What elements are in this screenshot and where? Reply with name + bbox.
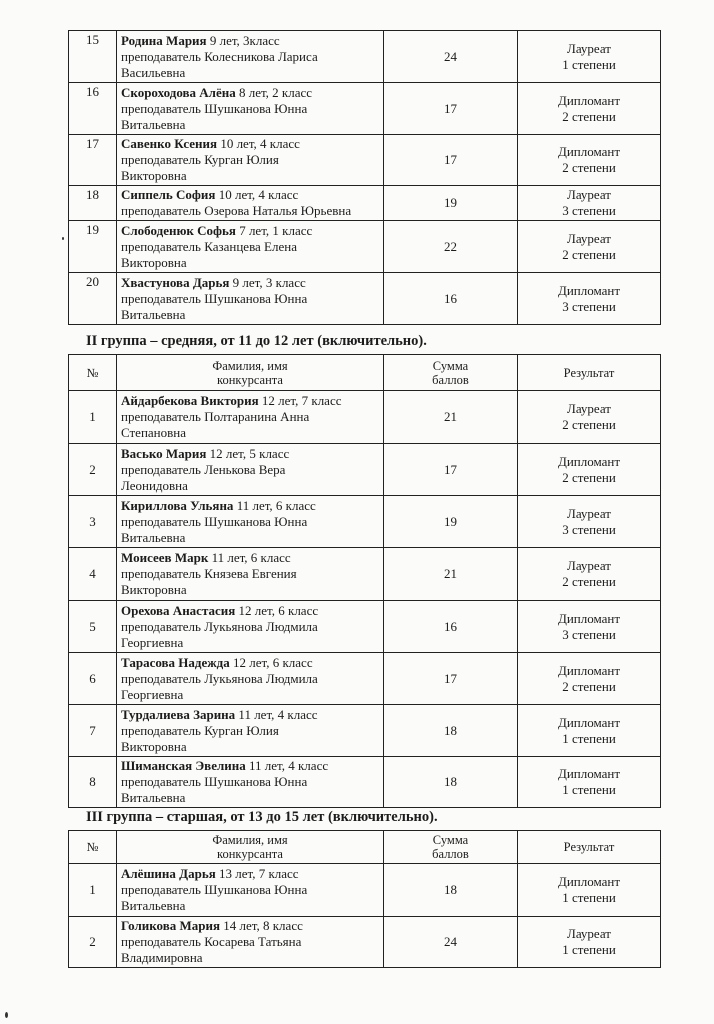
cell-num: 1 [69, 864, 117, 917]
participant-details: 12 лет, 7 класс [261, 393, 342, 408]
cell-score: 17 [384, 444, 518, 496]
cell-score: 16 [384, 601, 518, 653]
header-score-line1: Сумма [432, 358, 469, 373]
cell-num: 1 [69, 391, 117, 444]
participant-name: Хвастунова Дарья [121, 274, 230, 290]
teacher-line2: Витальевна [121, 529, 186, 545]
cell-num: 19 [69, 221, 117, 273]
participant-details: 12 лет, 6 класс [238, 602, 319, 618]
table-row [69, 653, 661, 705]
cell-result [518, 864, 661, 917]
teacher-line1: преподаватель Колесникова Лариса [121, 48, 318, 64]
group2-heading: II группа – средняя, от 11 до 12 лет (включительно). [86, 333, 427, 349]
cell-result [518, 31, 661, 83]
participant-details: 12 лет, 6 класс [233, 654, 313, 670]
participant-name: Орехова Анастасия [121, 602, 236, 618]
results-table-group2 [68, 354, 661, 808]
result-line2: 2 степени [562, 108, 616, 124]
cell-result [518, 83, 661, 135]
header-result: Результат [518, 355, 661, 391]
result-line2: 2 степени [562, 246, 616, 262]
participant-details: 12 лет, 5 класс [209, 445, 290, 461]
header-score [384, 831, 518, 864]
cell-num: 17 [69, 135, 117, 186]
participant-name: Шиманская Эвелина [121, 758, 246, 773]
results-table-group3 [68, 830, 661, 968]
result-line2: 1 степени [562, 56, 616, 72]
teacher-line1: преподаватель Лукьянова Людмила [121, 618, 318, 634]
result-line1: Лауреат [567, 401, 611, 416]
teacher-line2: Витальевна [121, 306, 186, 322]
teacher-line1: преподаватель Казанцева Елена [121, 238, 297, 254]
result-line1: Лауреат [567, 926, 611, 941]
result-line2: 3 степени [562, 298, 616, 314]
teacher-line1: преподаватель Полтаранина Анна [121, 409, 310, 424]
teacher-line1: преподаватель Ленькова Вера [121, 461, 286, 477]
teacher-line1: преподаватель Шушканова Юнна [121, 513, 308, 529]
table-body [69, 31, 661, 325]
teacher-line1: преподаватель Шушканова Юнна [121, 290, 308, 306]
participant-details: 10 лет, 4 класс [220, 136, 300, 151]
cell-result [518, 391, 661, 444]
cell-participant [117, 917, 384, 968]
table-body [69, 391, 661, 808]
cell-result [518, 757, 661, 808]
cell-num: 5 [69, 601, 117, 653]
teacher-line2: Витальевна [121, 116, 186, 132]
cell-num: 2 [69, 917, 117, 968]
result-line1: Лауреат [567, 230, 611, 246]
participant-details: 14 лет, 8 класс [223, 918, 303, 933]
teacher-line1: преподаватель Косарева Татьяна [121, 934, 302, 949]
teacher-line1: преподаватель Озерова Наталья Юрьевна [121, 203, 352, 218]
cell-score: 21 [384, 391, 518, 444]
cell-score: 19 [384, 496, 518, 548]
result-line1: Лауреат [567, 40, 611, 56]
group3-heading: III группа – старшая, от 13 до 15 лет (включительно). [86, 809, 438, 825]
header-name [117, 831, 384, 864]
cell-score: 18 [384, 864, 518, 917]
participant-name: Васько Мария [121, 445, 207, 461]
result-line2: 3 степени [562, 521, 616, 537]
header-num: № [69, 355, 117, 391]
result-line1: Дипломант [557, 662, 621, 678]
header-score [384, 355, 518, 391]
header-name-line2: конкурсанта [217, 372, 283, 387]
cell-participant [117, 83, 384, 135]
participant-details: 10 лет, 4 класс [218, 187, 299, 202]
teacher-line2: Викторовна [121, 168, 187, 183]
cell-num: 16 [69, 83, 117, 135]
result-line2: 2 степени [562, 160, 616, 175]
result-line1: Дипломант [557, 874, 621, 889]
header-num: № [69, 831, 117, 864]
participant-details: 11 лет, 4 класс [249, 758, 329, 773]
cell-score: 18 [384, 757, 518, 808]
teacher-line1: преподаватель Лукьянова Людмила [121, 670, 318, 686]
cell-participant [117, 548, 384, 601]
table-row [69, 135, 661, 186]
cell-num: 20 [69, 273, 117, 325]
teacher-line2: Викторовна [121, 254, 187, 270]
participant-name: Скороходова Алёна [121, 84, 236, 100]
header-name [117, 355, 384, 391]
cell-num: 8 [69, 757, 117, 808]
cell-participant [117, 391, 384, 444]
result-line1: Лауреат [567, 187, 611, 202]
cell-num: 6 [69, 653, 117, 705]
table-row [69, 83, 661, 135]
results-table-group1 [68, 30, 661, 325]
result-line2: 1 степени [562, 730, 616, 746]
table-row [69, 221, 661, 273]
scan-speck [62, 237, 64, 240]
table-row [69, 864, 661, 917]
cell-result [518, 135, 661, 186]
table-row [69, 757, 661, 808]
table-row [69, 444, 661, 496]
teacher-line2: Витальевна [121, 898, 186, 913]
cell-result [518, 273, 661, 325]
teacher-line2: Владимировна [121, 950, 203, 965]
participant-details: 8 лет, 2 класс [238, 84, 313, 100]
table-header-row [69, 355, 661, 391]
cell-result [518, 601, 661, 653]
table-row [69, 186, 661, 221]
cell-participant [117, 705, 384, 757]
result-line2: 1 степени [562, 890, 616, 905]
cell-result [518, 705, 661, 757]
scan-speck [5, 1012, 8, 1018]
cell-participant [117, 653, 384, 705]
cell-participant [117, 186, 384, 221]
participant-name: Слободенюк Софья [121, 222, 236, 238]
cell-result [518, 444, 661, 496]
teacher-line1: преподаватель Шушканова Юнна [121, 882, 308, 897]
cell-score: 18 [384, 705, 518, 757]
teacher-line2: Викторовна [121, 738, 187, 754]
header-score-line2: баллов [432, 372, 469, 387]
table-row [69, 917, 661, 968]
participant-name: Алёшина Дарья [121, 866, 216, 881]
cell-result [518, 548, 661, 601]
teacher-line1: преподаватель Шушканова Юнна [121, 100, 308, 116]
participant-details: 13 лет, 7 класс [219, 866, 299, 881]
cell-score: 17 [384, 83, 518, 135]
table-row [69, 548, 661, 601]
cell-result [518, 917, 661, 968]
table-body [69, 864, 661, 968]
cell-num: 3 [69, 496, 117, 548]
result-line1: Дипломант [557, 766, 621, 781]
cell-num: 7 [69, 705, 117, 757]
teacher-line2: Степановна [121, 425, 186, 440]
cell-num: 18 [69, 186, 117, 221]
cell-participant [117, 757, 384, 808]
result-line1: Лауреат [567, 558, 611, 573]
teacher-line1: преподаватель Курган Юлия [121, 152, 279, 167]
table-header-row [69, 831, 661, 864]
cell-result [518, 653, 661, 705]
cell-result [518, 186, 661, 221]
table-row [69, 496, 661, 548]
participant-details: 11 лет, 6 класс [236, 497, 316, 513]
header-score-line2: баллов [432, 847, 469, 861]
cell-participant [117, 31, 384, 83]
cell-score: 16 [384, 273, 518, 325]
participant-name: Турдалиева Зарина [121, 706, 236, 722]
result-line2: 2 степени [562, 574, 616, 589]
cell-participant [117, 444, 384, 496]
teacher-line2: Викторовна [121, 582, 187, 597]
cell-num: 15 [69, 31, 117, 83]
cell-result [518, 496, 661, 548]
participant-name: Сиппель София [121, 187, 216, 202]
teacher-line2: Васильевна [121, 64, 186, 80]
cell-participant [117, 496, 384, 548]
cell-num: 4 [69, 548, 117, 601]
result-line1: Дипломант [557, 714, 621, 730]
result-line1: Дипломант [557, 453, 621, 469]
participant-name: Голикова Мария [121, 918, 221, 933]
cell-score: 22 [384, 221, 518, 273]
header-name-line1: Фамилия, имя [212, 833, 288, 847]
participant-details: 9 лет, 3класс [209, 32, 280, 48]
cell-participant [117, 864, 384, 917]
teacher-line1: преподаватель Князева Евгения [121, 566, 297, 581]
result-line1: Дипломант [557, 92, 621, 108]
header-name-line1: Фамилия, имя [212, 358, 288, 373]
table-row [69, 705, 661, 757]
participant-name: Кириллова Ульяна [121, 497, 234, 513]
cell-score: 24 [384, 917, 518, 968]
cell-participant [117, 135, 384, 186]
cell-score: 17 [384, 653, 518, 705]
teacher-line2: Леонидовна [121, 477, 188, 493]
teacher-line1: преподаватель Шушканова Юнна [121, 774, 308, 789]
participant-details: 11 лет, 4 класс [238, 706, 318, 722]
result-line2: 1 степени [562, 942, 616, 957]
result-line2: 1 степени [562, 782, 616, 797]
participant-name: Тарасова Надежда [121, 654, 230, 670]
teacher-line1: преподаватель Курган Юлия [121, 722, 279, 738]
teacher-line2: Георгиевна [121, 686, 184, 702]
result-line1: Лауреат [567, 505, 611, 521]
header-name-line2: конкурсанта [217, 847, 283, 861]
cell-num: 2 [69, 444, 117, 496]
teacher-line2: Георгиевна [121, 634, 184, 650]
result-line2: 2 степени [562, 678, 616, 694]
participant-details: 11 лет, 6 класс [211, 550, 291, 565]
cell-score: 17 [384, 135, 518, 186]
cell-score: 21 [384, 548, 518, 601]
cell-participant [117, 601, 384, 653]
table-row [69, 31, 661, 83]
result-line1: Дипломант [557, 610, 621, 626]
result-line2: 3 степени [562, 203, 616, 218]
result-line2: 2 степени [562, 417, 616, 432]
header-score-line1: Сумма [432, 833, 469, 847]
table-row [69, 601, 661, 653]
teacher-line2: Витальевна [121, 790, 186, 805]
header-result: Результат [518, 831, 661, 864]
result-line2: 3 степени [562, 626, 616, 642]
table-row [69, 273, 661, 325]
result-line1: Дипломант [557, 144, 621, 159]
table-row [69, 391, 661, 444]
participant-details: 7 лет, 1 класс [239, 222, 313, 238]
participant-name: Родина Мария [121, 32, 207, 48]
cell-participant [117, 221, 384, 273]
cell-score: 19 [384, 186, 518, 221]
cell-score: 24 [384, 31, 518, 83]
participant-name: Моисеев Марк [121, 550, 209, 565]
result-line1: Дипломант [557, 282, 621, 298]
cell-participant [117, 273, 384, 325]
result-line2: 2 степени [562, 469, 616, 485]
cell-result [518, 221, 661, 273]
participant-name: Савенко Ксения [121, 136, 218, 151]
participant-details: 9 лет, 3 класс [232, 274, 306, 290]
participant-name: Айдарбекова Виктория [121, 393, 259, 408]
